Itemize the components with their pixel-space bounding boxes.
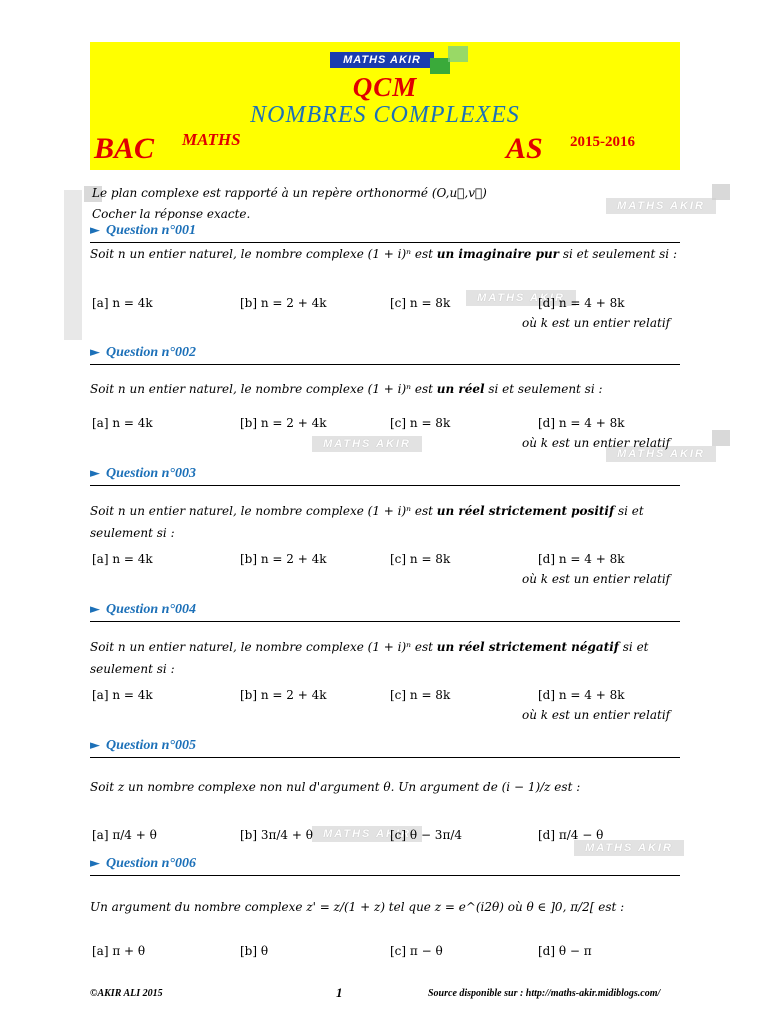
option-b[interactable]: [b] 3π/4 + θ bbox=[240, 828, 313, 842]
maths-akir-logo bbox=[330, 46, 470, 74]
logo-text: MATHS AKIR bbox=[330, 52, 434, 68]
question-statement: Soit n un entier naturel, le nombre complexe (1 + i)ⁿ est un imaginaire pur si et seulement si : bbox=[90, 247, 678, 261]
relatif-note: où k est un entier relatif bbox=[522, 708, 671, 722]
triangle-icon: ► bbox=[90, 856, 100, 871]
question-header bbox=[90, 222, 680, 243]
option-c[interactable]: [c] n = 8k bbox=[390, 688, 451, 702]
question-label: Question n°002 bbox=[106, 345, 197, 360]
question-header bbox=[90, 344, 680, 365]
option-d[interactable]: [d] θ − π bbox=[538, 944, 592, 958]
question-statement: Un argument du nombre complexe z' = z/(1 + z) tel que z = e^(i2θ) où θ ∈ ]0, π/2[ est : bbox=[90, 900, 625, 914]
question-statement: Soit n un entier naturel, le nombre complexe (1 + i)ⁿ est un réel si et seulement si : bbox=[90, 382, 603, 396]
option-d[interactable]: [d] π/4 − θ bbox=[538, 828, 604, 842]
watermark: MATHS AKIR bbox=[312, 826, 422, 842]
question-header bbox=[90, 465, 680, 486]
as-label: AS bbox=[506, 132, 543, 165]
option-c[interactable]: [c] π − θ bbox=[390, 944, 443, 958]
option-a[interactable]: [a] n = 4k bbox=[92, 688, 153, 702]
option-b[interactable]: [b] n = 2 + 4k bbox=[240, 552, 327, 566]
page-number: 1 bbox=[336, 985, 343, 1000]
option-a[interactable]: [a] n = 4k bbox=[92, 416, 153, 430]
question-header bbox=[90, 737, 680, 758]
option-d[interactable]: [d] n = 4 + 8k bbox=[538, 552, 625, 566]
option-b[interactable]: [b] n = 2 + 4k bbox=[240, 296, 327, 310]
watermark: MATHS AKIR bbox=[466, 290, 576, 306]
question-statement: Soit z un nombre complexe non nul d'argument θ. Un argument de (i − 1)/z est : bbox=[90, 780, 581, 794]
question-label: Question n°004 bbox=[106, 602, 197, 617]
option-d[interactable]: [d] n = 4 + 8k bbox=[538, 296, 625, 310]
relatif-note: où k est un entier relatif bbox=[522, 316, 671, 330]
watermark: MATHS AKIR bbox=[606, 446, 716, 462]
option-c[interactable]: [c] θ − 3π/4 bbox=[390, 828, 463, 842]
intro-line-2: Cocher la réponse exacte. bbox=[92, 207, 251, 221]
option-b[interactable]: [b] n = 2 + 4k bbox=[240, 688, 327, 702]
question-label: Question n°006 bbox=[106, 856, 197, 871]
triangle-icon: ► bbox=[90, 345, 100, 360]
option-a[interactable]: [a] n = 4k bbox=[92, 296, 153, 310]
question-header bbox=[90, 855, 680, 876]
watermark: MATHS AKIR bbox=[606, 198, 716, 214]
relatif-note: où k est un entier relatif bbox=[522, 436, 671, 450]
relatif-note: où k est un entier relatif bbox=[522, 572, 671, 586]
bac-label: BAC bbox=[94, 132, 155, 165]
option-b[interactable]: [b] θ bbox=[240, 944, 269, 958]
question-label: Question n°003 bbox=[106, 466, 197, 481]
title-banner bbox=[90, 42, 680, 170]
option-a[interactable]: [a] π + θ bbox=[92, 944, 146, 958]
triangle-icon: ► bbox=[90, 738, 100, 753]
footer-source: Source disponible sur : http://maths-akir.midiblogs.com/ bbox=[428, 988, 661, 999]
intro-line-1: Le plan complexe est rapporté à un repère orthonormé (O,u⃗,v⃗) bbox=[92, 186, 487, 200]
option-b[interactable]: [b] n = 2 + 4k bbox=[240, 416, 327, 430]
option-d[interactable]: [d] n = 4 + 8k bbox=[538, 688, 625, 702]
option-a[interactable]: [a] n = 4k bbox=[92, 552, 153, 566]
question-statement: Soit n un entier naturel, le nombre complexe (1 + i)ⁿ est un réel strictement négatif si et seulement si : bbox=[90, 640, 649, 676]
option-c[interactable]: [c] n = 8k bbox=[390, 416, 451, 430]
watermark: MATHS AKIR bbox=[312, 436, 422, 452]
question-header bbox=[90, 601, 680, 622]
option-c[interactable]: [c] n = 8k bbox=[390, 552, 451, 566]
question-label: Question n°005 bbox=[106, 738, 197, 753]
watermark-vertical bbox=[64, 190, 82, 340]
option-c[interactable]: [c] n = 8k bbox=[390, 296, 451, 310]
triangle-icon: ► bbox=[90, 602, 100, 617]
school-year: 2015-2016 bbox=[570, 134, 635, 150]
triangle-icon: ► bbox=[90, 466, 100, 481]
option-a[interactable]: [a] π/4 + θ bbox=[92, 828, 157, 842]
question-statement: Soit n un entier naturel, le nombre complexe (1 + i)ⁿ est un réel strictement positif si et seulement si : bbox=[90, 504, 644, 540]
maths-label: MATHS bbox=[182, 130, 241, 149]
subject-title: NOMBRES COMPLEXES bbox=[250, 102, 520, 128]
question-label: Question n°001 bbox=[106, 223, 197, 238]
triangle-icon: ► bbox=[90, 223, 100, 238]
option-d[interactable]: [d] n = 4 + 8k bbox=[538, 416, 625, 430]
watermark: MATHS AKIR bbox=[574, 840, 684, 856]
qcm-title: QCM bbox=[352, 72, 418, 102]
footer-author: ©AKIR ALI 2015 bbox=[90, 988, 163, 999]
